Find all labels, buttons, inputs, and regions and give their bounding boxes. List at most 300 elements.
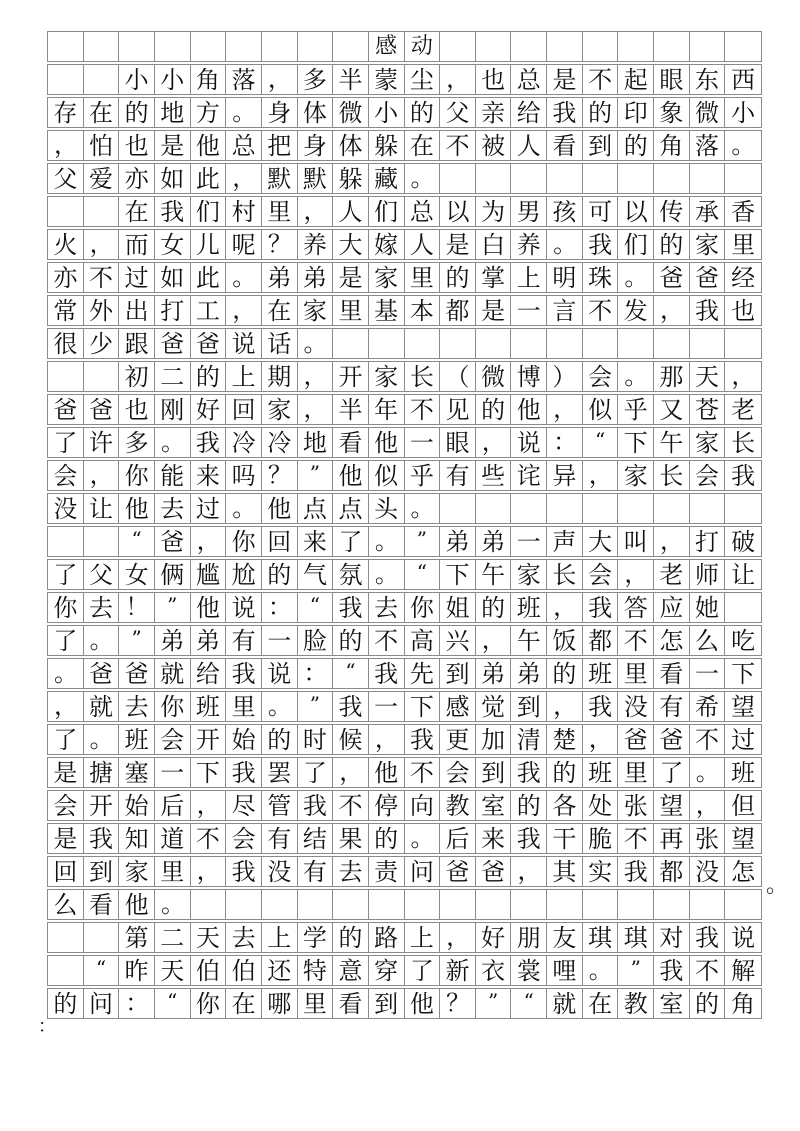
grid-cell: 果 xyxy=(333,824,369,853)
grid-cell: 爱 xyxy=(84,164,120,193)
grid-cell: 东 xyxy=(690,65,726,94)
grid-cell: 以 xyxy=(618,197,654,226)
grid-cell: 爸 xyxy=(155,527,191,556)
grid-cell: 我 xyxy=(226,758,262,787)
grid-cell: 藏 xyxy=(369,164,405,193)
grid-cell: 室 xyxy=(654,989,690,1018)
grid-cell: 经 xyxy=(731,263,756,292)
grid-cell: 说 xyxy=(226,593,262,622)
grid-cell: 。 xyxy=(226,263,262,292)
grid-cell: 老 xyxy=(654,560,690,589)
grid-cell: 尽 xyxy=(226,791,262,820)
grid-cell xyxy=(440,890,476,919)
grid-cell: 塞 xyxy=(119,758,155,787)
grid-cell: 头 xyxy=(369,494,405,523)
grid-cell: 能 xyxy=(155,461,191,490)
grid-row xyxy=(47,130,762,161)
grid-cell: 常 xyxy=(48,296,84,325)
grid-cell: 我 xyxy=(511,758,547,787)
grid-cell: 我 xyxy=(369,659,405,688)
grid-cell: 下 xyxy=(405,692,441,721)
grid-cell: 新 xyxy=(440,956,476,985)
grid-cell: 叫 xyxy=(618,527,654,556)
grid-cell: ， xyxy=(191,857,227,886)
grid-cell: 长 xyxy=(547,560,583,589)
grid-cell: ” xyxy=(618,956,654,985)
grid-cell: 点 xyxy=(333,494,369,523)
grid-row xyxy=(47,64,762,95)
grid-cell: 爸 xyxy=(84,659,120,688)
grid-cell: 穿 xyxy=(369,956,405,985)
grid-cell: 楚 xyxy=(547,725,583,754)
grid-cell: 看 xyxy=(654,659,690,688)
grid-cell: 管 xyxy=(262,791,298,820)
grid-cell: 了 xyxy=(298,758,334,787)
grid-cell: 里 xyxy=(731,230,756,259)
grid-cell: ， xyxy=(476,626,512,655)
grid-cell: 给 xyxy=(511,98,547,127)
grid-cell: 弟 xyxy=(440,527,476,556)
grid-cell xyxy=(547,890,583,919)
grid-cell: 班 xyxy=(731,758,756,787)
grid-cell: 的 xyxy=(369,824,405,853)
grid-cell: ， xyxy=(226,164,262,193)
grid-cell: 没 xyxy=(618,692,654,721)
grid-cell: 亦 xyxy=(119,164,155,193)
grid-cell xyxy=(583,164,619,193)
grid-cell: ， xyxy=(84,461,120,490)
grid-cell: 。 xyxy=(226,494,262,523)
grid-cell: 的 xyxy=(618,131,654,160)
grid-cell: 再 xyxy=(654,824,690,853)
grid-row xyxy=(47,262,762,293)
grid-cell: 你 xyxy=(405,593,441,622)
grid-cell: 的 xyxy=(191,362,227,391)
grid-cell: 过 xyxy=(731,725,756,754)
grid-cell: 见 xyxy=(440,395,476,424)
grid-cell: 是 xyxy=(48,824,84,853)
grid-cell: 了 xyxy=(333,527,369,556)
grid-cell: 了 xyxy=(48,725,84,754)
grid-cell: 看 xyxy=(84,890,120,919)
grid-cell xyxy=(511,890,547,919)
grid-cell: 为 xyxy=(476,197,512,226)
grid-cell: 不 xyxy=(690,725,726,754)
grid-cell: 跟 xyxy=(119,329,155,358)
grid-cell: 总 xyxy=(511,65,547,94)
grid-row xyxy=(47,724,762,755)
grid-cell: 爸 xyxy=(440,857,476,886)
grid-cell: 的 xyxy=(476,395,512,424)
grid-cell: ” xyxy=(298,692,334,721)
grid-cell: 天 xyxy=(191,923,227,952)
grid-cell: 女 xyxy=(155,230,191,259)
grid-cell: 脸 xyxy=(298,626,334,655)
grid-cell: 。 xyxy=(262,692,298,721)
grid-cell: 是 xyxy=(333,263,369,292)
grid-cell: 我 xyxy=(191,428,227,457)
grid-cell: 回 xyxy=(262,527,298,556)
grid-cell xyxy=(476,164,512,193)
grid-cell: 不 xyxy=(618,824,654,853)
grid-cell: 里 xyxy=(405,263,441,292)
grid-cell: 微 xyxy=(690,98,726,127)
grid-cell: 家 xyxy=(298,296,334,325)
grid-cell: 发 xyxy=(618,296,654,325)
grid-row xyxy=(47,889,762,920)
grid-cell: 望 xyxy=(731,692,756,721)
grid-cell: 我 xyxy=(731,461,756,490)
grid-cell xyxy=(511,494,547,523)
grid-row xyxy=(47,988,762,1019)
grid-cell: 体 xyxy=(333,131,369,160)
grid-cell: 异 xyxy=(547,461,583,490)
grid-cell xyxy=(690,890,726,919)
grid-cell: 里 xyxy=(298,989,334,1018)
grid-cell: 家 xyxy=(690,230,726,259)
grid-cell: 。 xyxy=(690,758,726,787)
grid-cell: 的 xyxy=(690,989,726,1018)
grid-cell xyxy=(155,32,191,61)
grid-cell: 亲 xyxy=(476,98,512,127)
grid-row xyxy=(47,526,762,557)
grid-cell: 父 xyxy=(84,560,120,589)
grid-cell: 角 xyxy=(654,131,690,160)
grid-cell: 被 xyxy=(476,131,512,160)
grid-cell xyxy=(618,494,654,523)
grid-cell: 他 xyxy=(119,494,155,523)
grid-cell: 氛 xyxy=(333,560,369,589)
grid-row xyxy=(47,328,762,359)
grid-cell: 不 xyxy=(618,626,654,655)
grid-row xyxy=(47,658,762,689)
grid-cell: 村 xyxy=(226,197,262,226)
grid-cell: 气 xyxy=(298,560,334,589)
grid-cell xyxy=(262,32,298,61)
grid-cell: 珠 xyxy=(583,263,619,292)
grid-cell: ， xyxy=(333,758,369,787)
grid-cell: 的 xyxy=(333,626,369,655)
grid-cell: 尬 xyxy=(226,560,262,589)
grid-cell: 衣 xyxy=(476,956,512,985)
grid-cell xyxy=(511,329,547,358)
grid-cell: 他 xyxy=(405,989,441,1018)
grid-cell: 在 xyxy=(226,989,262,1018)
grid-cell: 在 xyxy=(583,989,619,1018)
grid-cell xyxy=(618,164,654,193)
grid-cell: 里 xyxy=(226,692,262,721)
grid-cell: ， xyxy=(547,692,583,721)
grid-cell: ， xyxy=(298,362,334,391)
grid-cell: 更 xyxy=(440,725,476,754)
grid-cell: 回 xyxy=(226,395,262,424)
grid-cell: 声 xyxy=(547,527,583,556)
grid-cell xyxy=(369,890,405,919)
grid-cell: 大 xyxy=(333,230,369,259)
grid-cell: 如 xyxy=(155,164,191,193)
grid-cell: 了 xyxy=(48,428,84,457)
grid-cell: 的 xyxy=(547,659,583,688)
grid-cell: 不 xyxy=(369,626,405,655)
grid-cell: 候 xyxy=(333,725,369,754)
grid-cell: 把 xyxy=(262,131,298,160)
grid-cell: 是 xyxy=(476,296,512,325)
grid-cell: 点 xyxy=(298,494,334,523)
grid-cell: ， xyxy=(298,395,334,424)
grid-cell: 里 xyxy=(333,296,369,325)
grid-cell xyxy=(511,164,547,193)
grid-cell: 养 xyxy=(511,230,547,259)
grid-cell: 身 xyxy=(262,98,298,127)
grid-cell: 天 xyxy=(690,362,726,391)
grid-cell xyxy=(547,329,583,358)
grid-cell: ， xyxy=(48,692,84,721)
grid-cell: 觉 xyxy=(476,692,512,721)
grid-cell: 兴 xyxy=(440,626,476,655)
grid-cell: 来 xyxy=(476,824,512,853)
grid-cell: 人 xyxy=(511,131,547,160)
grid-row xyxy=(47,559,762,590)
grid-cell: 一 xyxy=(155,758,191,787)
grid-cell: 的 xyxy=(511,791,547,820)
grid-cell: 也 xyxy=(476,65,512,94)
grid-cell: 爸 xyxy=(84,395,120,424)
grid-row xyxy=(47,757,762,788)
grid-cell: 说 xyxy=(262,659,298,688)
grid-cell: 好 xyxy=(476,923,512,952)
grid-cell xyxy=(476,890,512,919)
grid-row xyxy=(47,493,762,524)
grid-cell: 一 xyxy=(369,692,405,721)
grid-cell: 开 xyxy=(84,791,120,820)
grid-cell: 小 xyxy=(155,65,191,94)
grid-row xyxy=(47,856,762,887)
grid-cell: 基 xyxy=(369,296,405,325)
grid-cell: 过 xyxy=(191,494,227,523)
grid-cell: 在 xyxy=(405,131,441,160)
grid-cell: 会 xyxy=(583,362,619,391)
grid-cell: 小 xyxy=(731,98,756,127)
grid-cell: 家 xyxy=(511,560,547,589)
grid-cell xyxy=(725,329,761,358)
grid-cell: 弟 xyxy=(155,626,191,655)
grid-cell: 。 xyxy=(155,890,191,919)
grid-cell: ， xyxy=(583,725,619,754)
grid-cell: 怕 xyxy=(84,131,120,160)
grid-cell: 俩 xyxy=(155,560,191,589)
grid-cell: 亦 xyxy=(48,263,84,292)
grid-cell: 西 xyxy=(731,65,756,94)
grid-cell: 不 xyxy=(84,263,120,292)
grid-cell: 爸 xyxy=(119,659,155,688)
grid-cell: 我 xyxy=(333,593,369,622)
grid-cell: 高 xyxy=(405,626,441,655)
grid-cell: 乎 xyxy=(618,395,654,424)
grid-cell: （ xyxy=(440,362,476,391)
grid-cell: 家 xyxy=(119,857,155,886)
grid-cell: 话 xyxy=(262,329,298,358)
grid-cell: 他 xyxy=(369,428,405,457)
grid-cell: 白 xyxy=(476,230,512,259)
grid-row xyxy=(47,295,762,326)
grid-cell: ： xyxy=(547,428,583,457)
grid-cell: 儿 xyxy=(191,230,227,259)
grid-cell: 总 xyxy=(405,197,441,226)
grid-cell: 到 xyxy=(476,758,512,787)
grid-cell: 呢 xyxy=(226,230,262,259)
grid-cell: 始 xyxy=(119,791,155,820)
grid-cell xyxy=(333,32,369,61)
grid-cell: 始 xyxy=(226,725,262,754)
grid-cell: 孩 xyxy=(547,197,583,226)
grid-cell xyxy=(690,32,726,61)
grid-cell: 弟 xyxy=(476,659,512,688)
grid-cell: 也 xyxy=(119,131,155,160)
grid-cell: 默 xyxy=(298,164,334,193)
grid-cell: 出 xyxy=(119,296,155,325)
grid-cell: 没 xyxy=(690,857,726,886)
grid-cell: 答 xyxy=(618,593,654,622)
grid-cell: 知 xyxy=(119,824,155,853)
grid-cell: “ xyxy=(583,428,619,457)
grid-cell: 眼 xyxy=(654,65,690,94)
title-row xyxy=(47,31,762,62)
grid-cell xyxy=(262,890,298,919)
grid-cell: 家 xyxy=(369,263,405,292)
grid-cell: ， xyxy=(547,593,583,622)
grid-cell: “ xyxy=(119,527,155,556)
grid-cell: 刚 xyxy=(155,395,191,424)
grid-cell xyxy=(84,65,120,94)
grid-cell: 么 xyxy=(48,890,84,919)
grid-cell: 哩 xyxy=(547,956,583,985)
grid-cell: 朋 xyxy=(511,923,547,952)
grid-cell: 印 xyxy=(618,98,654,127)
grid-cell: 是 xyxy=(440,230,476,259)
grid-row xyxy=(47,460,762,491)
grid-cell: 我 xyxy=(84,824,120,853)
grid-cell: 爸 xyxy=(690,263,726,292)
grid-cell: 怎 xyxy=(731,857,756,886)
grid-cell: 一 xyxy=(511,296,547,325)
grid-cell: 不 xyxy=(191,824,227,853)
grid-row xyxy=(47,229,762,260)
grid-cell: 冷 xyxy=(226,428,262,457)
grid-cell: 而 xyxy=(119,230,155,259)
grid-cell: 希 xyxy=(690,692,726,721)
grid-cell xyxy=(405,890,441,919)
grid-cell: 很 xyxy=(48,329,84,358)
grid-cell: 午 xyxy=(511,626,547,655)
grid-cell: 地 xyxy=(298,428,334,457)
grid-cell: ” xyxy=(476,989,512,1018)
grid-cell xyxy=(690,329,726,358)
grid-cell: ， xyxy=(298,197,334,226)
grid-cell: 都 xyxy=(654,857,690,886)
grid-cell: 方 xyxy=(191,98,227,127)
grid-cell: 我 xyxy=(654,956,690,985)
grid-cell: 里 xyxy=(618,758,654,787)
grid-cell: 午 xyxy=(476,560,512,589)
grid-cell xyxy=(511,32,547,61)
grid-cell: 他 xyxy=(191,131,227,160)
grid-cell xyxy=(191,32,227,61)
grid-cell: 似 xyxy=(369,461,405,490)
grid-cell: 尘 xyxy=(405,65,441,94)
grid-cell: ” xyxy=(119,626,155,655)
grid-cell xyxy=(48,923,84,952)
grid-cell: 那 xyxy=(654,362,690,391)
grid-cell: 男 xyxy=(511,197,547,226)
grid-cell: 我 xyxy=(226,659,262,688)
grid-cell: 在 xyxy=(119,197,155,226)
grid-row xyxy=(47,691,762,722)
grid-cell: ） xyxy=(547,362,583,391)
grid-cell: 家 xyxy=(262,395,298,424)
grid-cell xyxy=(654,164,690,193)
grid-cell: 道 xyxy=(155,824,191,853)
grid-cell: 期 xyxy=(262,362,298,391)
grid-cell: 有 xyxy=(226,626,262,655)
grid-cell: 。 xyxy=(84,626,120,655)
grid-cell: 些 xyxy=(476,461,512,490)
grid-cell: “ xyxy=(511,989,547,1018)
grid-cell xyxy=(654,329,690,358)
grid-cell: 一 xyxy=(405,428,441,457)
grid-cell: 长 xyxy=(654,461,690,490)
grid-row xyxy=(47,97,762,128)
grid-cell: 打 xyxy=(690,527,726,556)
grid-cell xyxy=(547,494,583,523)
grid-cell: 友 xyxy=(547,923,583,952)
grid-cell: 的 xyxy=(440,263,476,292)
grid-cell: 外 xyxy=(84,296,120,325)
grid-cell: 下 xyxy=(191,758,227,787)
grid-cell: 但 xyxy=(731,791,756,820)
grid-cell: 是 xyxy=(155,131,191,160)
grid-cell: 其 xyxy=(547,857,583,886)
grid-cell: 里 xyxy=(262,197,298,226)
grid-cell: 的 xyxy=(654,230,690,259)
grid-cell: 来 xyxy=(298,527,334,556)
grid-row xyxy=(47,625,762,656)
grid-cell xyxy=(690,164,726,193)
grid-cell: 也 xyxy=(119,395,155,424)
grid-cell: 上 xyxy=(405,923,441,952)
grid-cell: 到 xyxy=(84,857,120,886)
grid-cell: 还 xyxy=(262,956,298,985)
grid-cell: ” xyxy=(155,593,191,622)
grid-cell: 。 xyxy=(369,527,405,556)
grid-cell: 应 xyxy=(654,593,690,622)
grid-cell xyxy=(440,329,476,358)
grid-cell: 他 xyxy=(511,395,547,424)
grid-row xyxy=(47,790,762,821)
grid-cell xyxy=(440,494,476,523)
grid-row xyxy=(47,592,762,623)
grid-cell: 一 xyxy=(690,659,726,688)
grid-cell: 脆 xyxy=(583,824,619,853)
grid-cell: 了 xyxy=(405,956,441,985)
grid-cell xyxy=(48,956,84,985)
grid-cell: 望 xyxy=(654,791,690,820)
grid-cell: 不 xyxy=(583,65,619,94)
grid-cell: 了 xyxy=(48,626,84,655)
grid-cell: 落 xyxy=(690,131,726,160)
grid-cell: 嫁 xyxy=(369,230,405,259)
grid-cell: 去 xyxy=(119,692,155,721)
grid-cell: ， xyxy=(476,428,512,457)
